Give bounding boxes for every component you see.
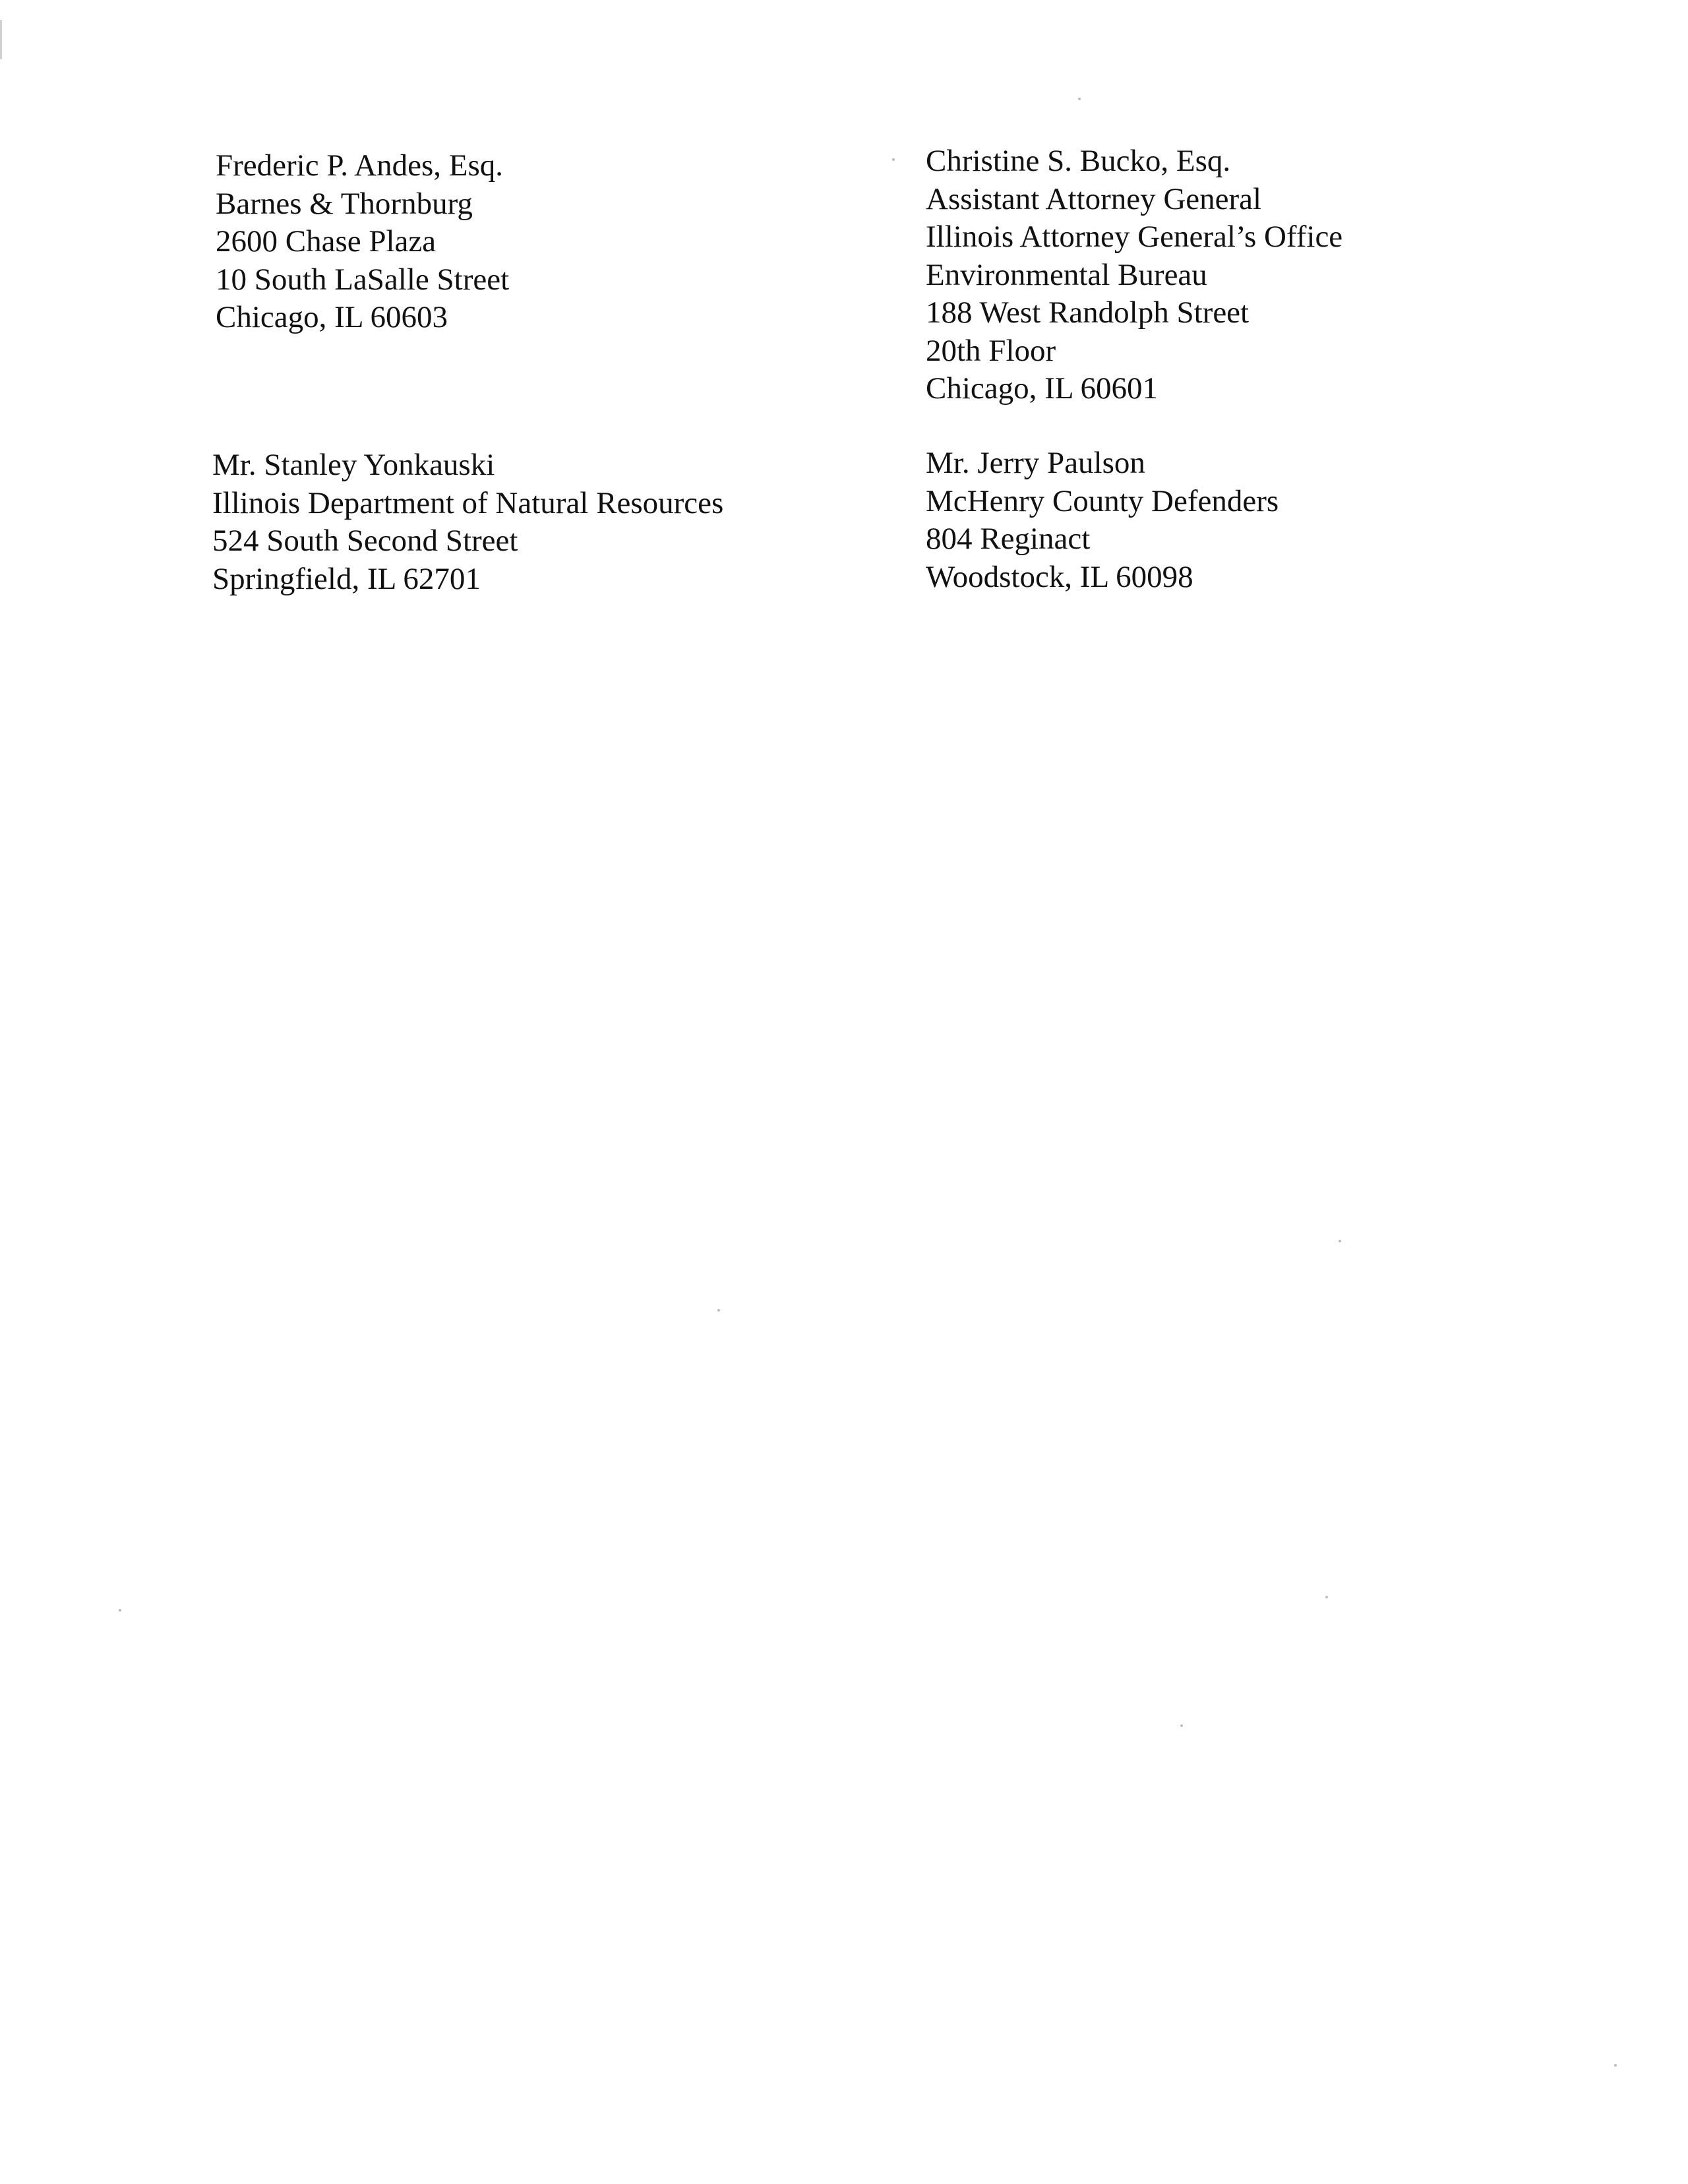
recipient-organization: Illinois Department of Natural Resources (212, 485, 724, 520)
scan-speck (1339, 1240, 1341, 1242)
scan-speck (119, 1609, 121, 1612)
recipient-name: Christine S. Bucko, Esq. (926, 144, 1231, 178)
recipient-firm: Barnes & Thornburg (216, 186, 473, 221)
recipient-city-state-zip: Chicago, IL 60601 (926, 371, 1158, 406)
scan-edge-mark (0, 20, 2, 59)
scan-speck (1325, 1596, 1328, 1598)
recipient-address-line: 2600 Chase Plaza (216, 224, 437, 258)
recipient-name: Mr. Stanley Yonkauski (212, 448, 495, 482)
recipient-address-line: 524 South Second Street (212, 524, 518, 558)
scan-speck (717, 1309, 720, 1312)
recipient-address-line: 10 South LaSalle Street (216, 262, 510, 297)
recipient-address-line: 804 Reginact (926, 522, 1091, 556)
recipient-name: Mr. Jerry Paulson (926, 446, 1145, 480)
recipient-department: Environmental Bureau (926, 257, 1207, 292)
recipient-organization: Illinois Attorney General’s Office (926, 220, 1343, 254)
recipient-name: Frederic P. Andes, Esq. (216, 148, 504, 183)
recipient-address-line: 20th Floor (926, 333, 1056, 368)
recipient-organization: McHenry County Defenders (926, 483, 1279, 518)
address-block-bucko (926, 142, 1342, 408)
address-block-andes (216, 147, 509, 337)
recipient-address-line: 188 West Randolph Street (926, 295, 1250, 330)
scan-speck (1614, 2064, 1617, 2067)
scan-speck (1078, 98, 1081, 100)
address-block-yonkauski (212, 446, 723, 598)
scan-speck (1180, 1724, 1183, 1727)
recipient-city-state-zip: Springfield, IL 62701 (212, 561, 481, 596)
recipient-city-state-zip: Woodstock, IL 60098 (926, 559, 1193, 594)
address-block-paulson (926, 444, 1279, 596)
recipient-city-state-zip: Chicago, IL 60603 (216, 300, 448, 334)
scan-speck (892, 158, 895, 161)
recipient-title: Assistant Attorney General (926, 181, 1262, 216)
